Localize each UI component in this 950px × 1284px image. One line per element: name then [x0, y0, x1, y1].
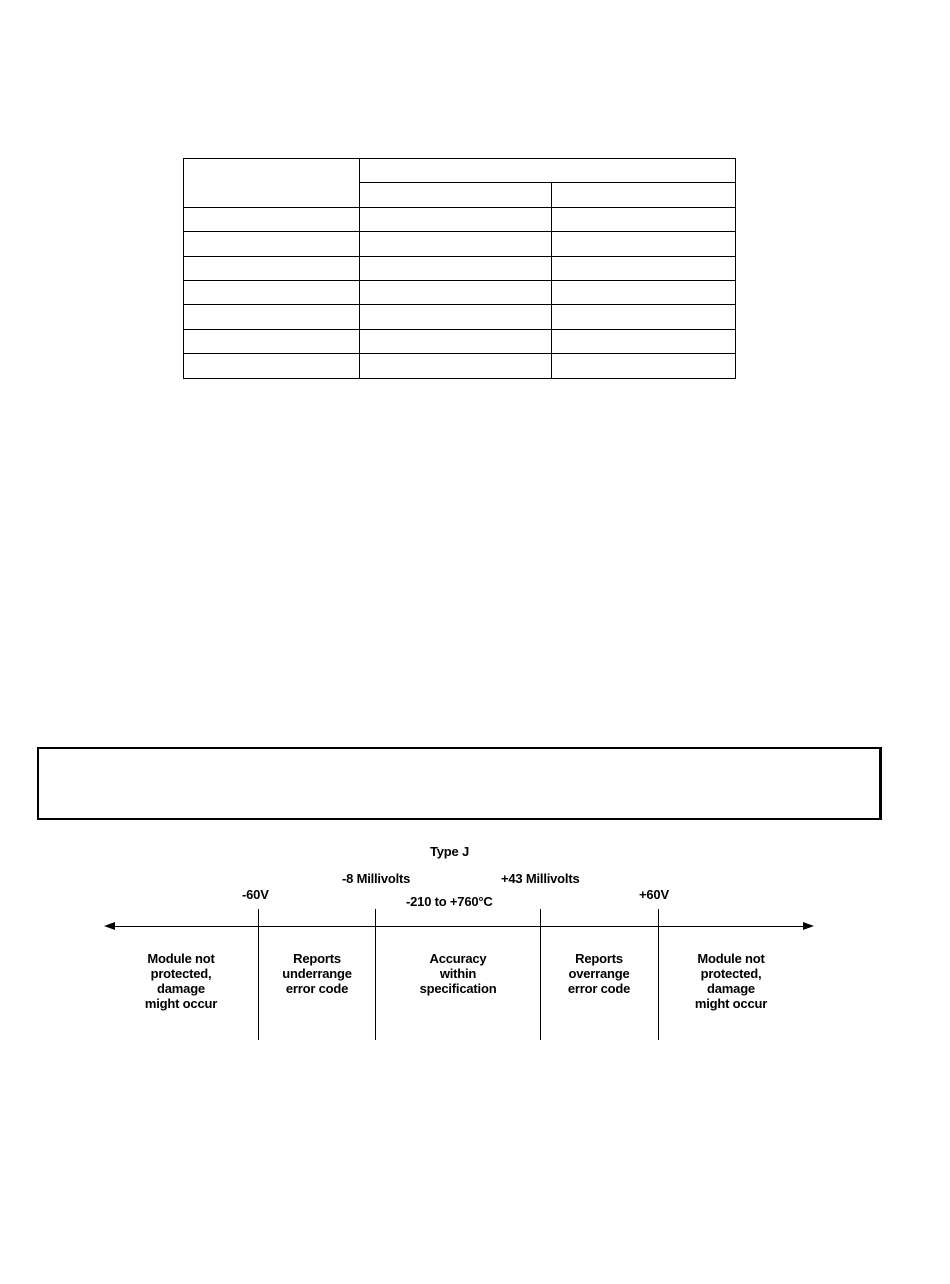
- table-row: [184, 329, 736, 353]
- table-header-cell: [360, 159, 736, 183]
- minus-8-millivolts-label: -8 Millivolts: [342, 871, 411, 886]
- table-header-cell: [552, 183, 736, 207]
- table-cell: [360, 207, 552, 231]
- plus-60v-label: +60V: [639, 887, 669, 902]
- voltage-range-diagram: [0, 830, 950, 1050]
- table-cell: [184, 207, 360, 231]
- plus-60v-divider: [658, 909, 659, 1040]
- spec-table: [183, 158, 736, 379]
- temperature-range-label: -210 to +760°C: [406, 894, 493, 909]
- table-cell: [360, 256, 552, 280]
- zone-overrange: Reports overrange error code: [567, 951, 631, 996]
- table-cell: [552, 305, 736, 329]
- table-cell: [184, 256, 360, 280]
- zone-low-unprotected: Module not protected, damage might occur: [144, 951, 218, 1011]
- table-row: [184, 280, 736, 304]
- table-cell: [360, 354, 552, 378]
- table-cell: [184, 305, 360, 329]
- table-row: [184, 232, 736, 256]
- table-row: [184, 354, 736, 378]
- plus-43-millivolts-label: +43 Millivolts: [501, 871, 580, 886]
- zone-high-unprotected: Module not protected, damage might occur: [694, 951, 768, 1011]
- table-cell: [552, 232, 736, 256]
- framed-box: [37, 747, 882, 820]
- table-cell: [360, 305, 552, 329]
- table-row: [184, 207, 736, 231]
- table-cell: [360, 232, 552, 256]
- table-header-cell: [360, 183, 552, 207]
- table-row: [184, 305, 736, 329]
- table-header-cell: [184, 159, 360, 208]
- zone-underrange: Reports underrange error code: [282, 951, 352, 996]
- table-cell: [184, 329, 360, 353]
- arrow-right-icon: [803, 922, 814, 930]
- table-cell: [552, 354, 736, 378]
- diagram-title: Type J: [430, 844, 470, 859]
- table-cell: [552, 280, 736, 304]
- table-cell: [184, 280, 360, 304]
- arrow-left-icon: [104, 922, 115, 930]
- table-cell: [552, 256, 736, 280]
- voltage-axis: [114, 926, 804, 927]
- zone-accuracy: Accuracy within specification: [419, 951, 497, 996]
- table-row: [184, 256, 736, 280]
- table-cell: [552, 329, 736, 353]
- table-cell: [184, 232, 360, 256]
- table-cell: [360, 280, 552, 304]
- table-cell: [552, 207, 736, 231]
- table-header-row: [184, 159, 736, 183]
- table-cell: [360, 329, 552, 353]
- minus-60v-label: -60V: [242, 887, 269, 902]
- table-cell: [184, 354, 360, 378]
